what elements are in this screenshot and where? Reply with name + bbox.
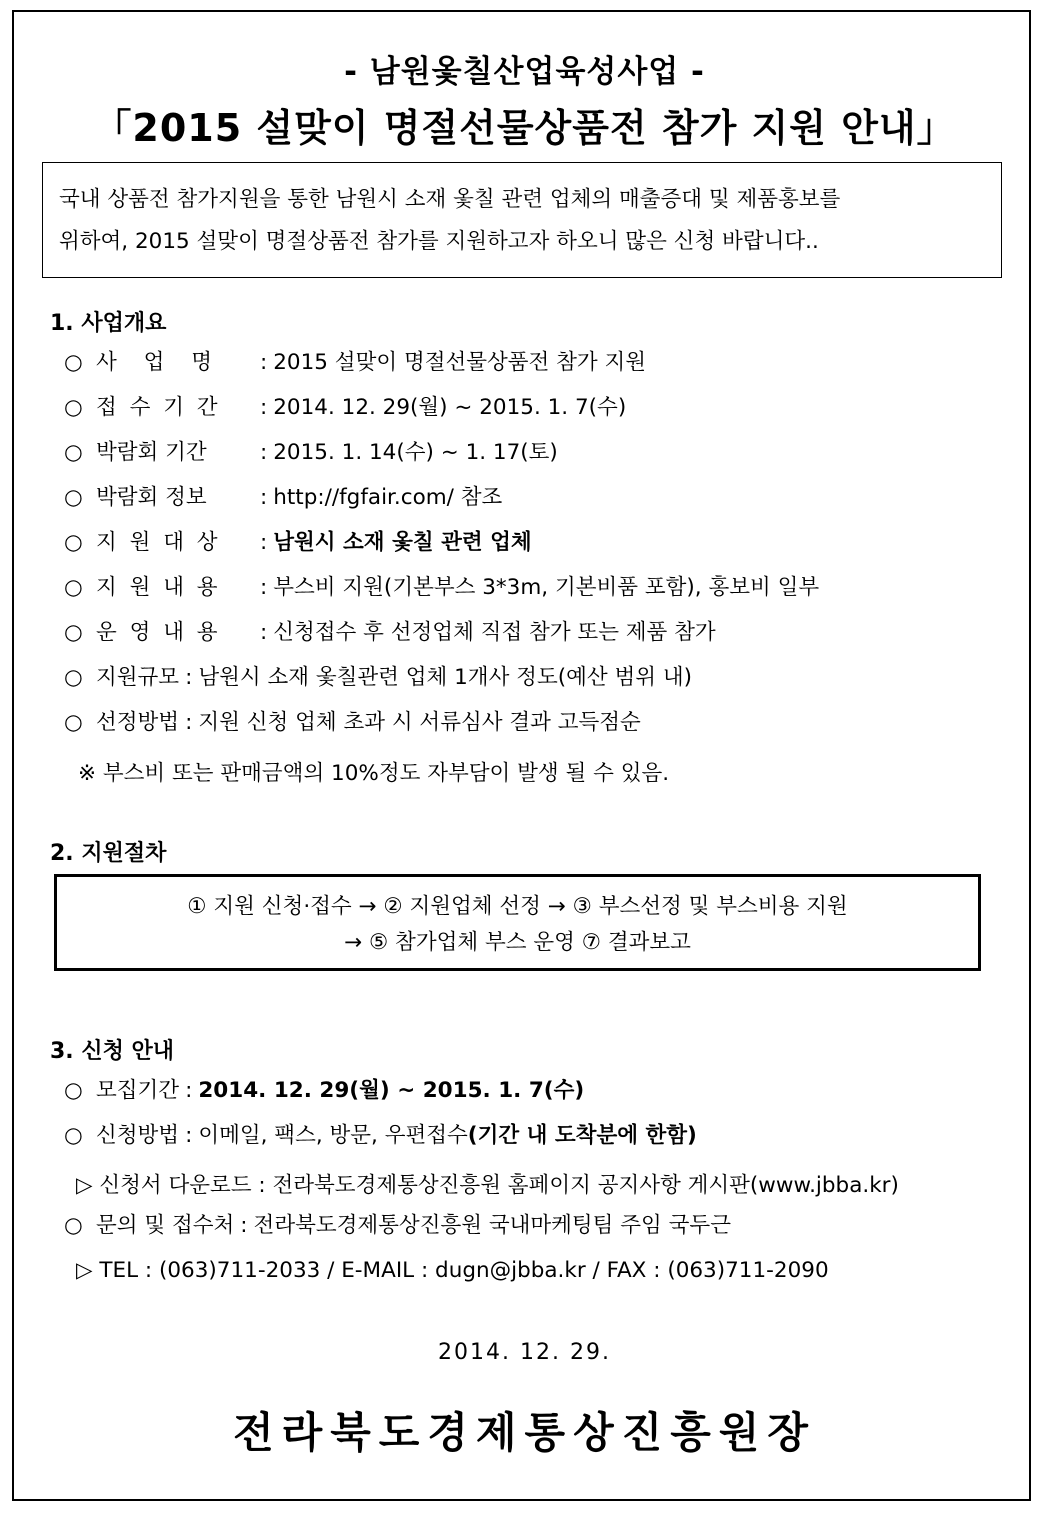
- document-title: 「2015 설맞이 명절선물상품전 참가 지원 안내」: [93, 106, 956, 150]
- item-label: 박람회 기간: [96, 440, 207, 465]
- method-note: (기간 내 도착분에 한함): [467, 1123, 697, 1148]
- contact-details: ▷ TEL : (063)711-2033 / E-MAIL : dugn@jbba.kr / FAX : (063)711-2090: [76, 1258, 829, 1283]
- item-label: 선정방법: [96, 710, 180, 735]
- intro-box: [42, 162, 1002, 278]
- intro-line-2: 위하여, 2015 설맞이 명절상품전 참가를 지원하고자 하오니 많은 신청 바랍니다..: [59, 229, 819, 254]
- section-1-heading: 1. 사업개요: [50, 311, 167, 336]
- bullet-circle-icon: ○: [64, 530, 83, 555]
- method-item: ○ 신청방법 : 이메일, 팩스, 방문, 우편접수(기간 내 도착분에 한함): [64, 1123, 697, 1148]
- item-label: 접 수 기 간: [96, 395, 221, 420]
- signature: 전라북도경제통상진흥원장: [233, 1408, 816, 1457]
- overview-item: ○ 지원규모 : 남원시 소재 옻칠관련 업체 1개사 정도(예산 범위 내): [64, 665, 693, 690]
- item-value: 부스비 지원(기본부스 3*3m, 기본비품 포함), 홍보비 일부: [273, 575, 820, 600]
- self-pay-note: ※ 부스비 또는 판매금액의 10%정도 자부담이 발생 될 수 있음.: [78, 761, 670, 786]
- bullet-circle-icon: ○: [64, 440, 83, 465]
- bullet-circle-icon: ○: [64, 395, 83, 420]
- overview-item: ○ 운 영 내 용 : 신청접수 후 선정업체 직접 참가 또는 제품 참가: [64, 620, 716, 645]
- contact-value: 전라북도경제통상진흥원 국내마케팅팀 주임 국두근: [253, 1213, 731, 1238]
- item-value: 2015 설맞이 명절선물상품전 참가 지원: [273, 350, 647, 375]
- bullet-circle-icon: ○: [64, 1213, 83, 1238]
- download-info: ▷ 신청서 다운로드 : 전라북도경제통상진흥원 홈페이지 공지사항 게시판(www.jbba.kr): [76, 1173, 899, 1198]
- item-value: http://fgfair.com/ 참조: [273, 485, 503, 510]
- bullet-circle-icon: ○: [64, 575, 83, 600]
- procedure-line-1: ① 지원 신청·접수 → ② 지원업체 선정 → ③ 부스선정 및 부스비용 지원: [187, 894, 848, 919]
- item-label: 지 원 대 상: [96, 530, 221, 555]
- method-label: 신청방법: [96, 1123, 180, 1148]
- method-value: 이메일, 팩스, 방문, 우편접수: [198, 1123, 468, 1148]
- bullet-circle-icon: ○: [64, 350, 83, 375]
- procedure-line-2: → ⑤ 참가업체 부스 운영 ⑦ 결과보고: [344, 930, 691, 955]
- item-value: 지원 신청 업체 초과 시 서류심사 결과 고득점순: [198, 710, 641, 735]
- overview-item: ○ 박람회 기간 : 2015. 1. 14(수) ~ 1. 17(토): [64, 440, 558, 465]
- item-value: 2014. 12. 29(월) ~ 2015. 1. 7(수): [273, 395, 627, 420]
- item-value: 2015. 1. 14(수) ~ 1. 17(토): [273, 440, 558, 465]
- section-3-heading: 3. 신청 안내: [50, 1039, 174, 1064]
- bullet-circle-icon: ○: [64, 620, 83, 645]
- contact-item: ○ 문의 및 접수처 : 전라북도경제통상진흥원 국내마케팅팀 주임 국두근: [64, 1213, 731, 1238]
- period-label: 모집기간: [96, 1078, 180, 1103]
- period-value: 2014. 12. 29(월) ~ 2015. 1. 7(수): [198, 1078, 585, 1103]
- item-value: 남원시 소재 옻칠 관련 업체: [273, 530, 532, 555]
- bullet-circle-icon: ○: [64, 485, 83, 510]
- overview-item: ○ 박람회 정보 : http://fgfair.com/ 참조: [64, 485, 503, 510]
- item-value: 신청접수 후 선정업체 직접 참가 또는 제품 참가: [273, 620, 716, 645]
- item-value: 남원시 소재 옻칠관련 업체 1개사 정도(예산 범위 내): [198, 665, 693, 690]
- bullet-circle-icon: ○: [64, 1123, 83, 1148]
- overview-item: ○ 선정방법 : 지원 신청 업체 초과 시 서류심사 결과 고득점순: [64, 710, 641, 735]
- overview-item: ○ 지 원 대 상 : 남원시 소재 옻칠 관련 업체: [64, 530, 532, 555]
- overview-item: ○ 사 업 명 : 2015 설맞이 명절선물상품전 참가 지원: [64, 350, 647, 375]
- document-subtitle: - 남원옻칠산업육성사업 -: [344, 54, 705, 90]
- bullet-circle-icon: ○: [64, 710, 83, 735]
- item-label: 지 원 내 용: [96, 575, 221, 600]
- bullet-circle-icon: ○: [64, 665, 83, 690]
- item-label: 사 업 명: [96, 350, 222, 375]
- item-label: 운 영 내 용: [96, 620, 221, 645]
- item-label: 박람회 정보: [96, 485, 207, 510]
- section-2-heading: 2. 지원절차: [50, 841, 167, 866]
- intro-line-1: 국내 상품전 참가지원을 통한 남원시 소재 옻칠 관련 업체의 매출증대 및 제품홍보를: [59, 187, 841, 212]
- procedure-box: [54, 874, 981, 971]
- overview-item: ○ 지 원 내 용 : 부스비 지원(기본부스 3*3m, 기본비품 포함), 홍보비 일부: [64, 575, 820, 600]
- period-item: ○ 모집기간 : 2014. 12. 29(월) ~ 2015. 1. 7(수): [64, 1078, 585, 1103]
- overview-item: ○ 접 수 기 간 : 2014. 12. 29(월) ~ 2015. 1. 7(수): [64, 395, 627, 420]
- issue-date: 2014. 12. 29.: [438, 1340, 611, 1365]
- item-label: 지원규모: [96, 665, 180, 690]
- bullet-circle-icon: ○: [64, 1078, 83, 1103]
- contact-label: 문의 및 접수처: [96, 1213, 235, 1238]
